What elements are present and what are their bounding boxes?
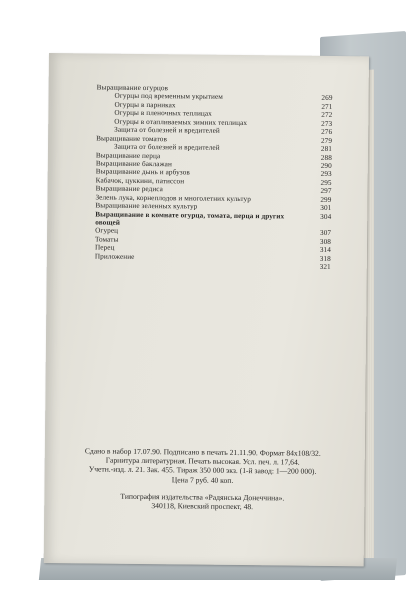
toc-entry-title: Выращивание редиса [95, 184, 164, 194]
toc-entry-title: Выращивание в комнате огурца, томата, перца и других [95, 210, 285, 221]
toc-entry-title: Выращивание томатов [96, 134, 168, 143]
toc-entry-page: 293 [320, 170, 332, 179]
toc-entry-title: Защита от болезней и вредителей [114, 125, 220, 135]
toc-entry-page: 321 [319, 263, 331, 272]
toc-entry-page: 314 [319, 246, 331, 255]
toc-entry-page: 271 [321, 102, 333, 111]
toc-entry-title: Выращивание баклажан [95, 159, 172, 169]
toc-entry-title: овощей [95, 218, 121, 227]
imprint-line-printer: Типография издательства «Радянська Донеччина». [120, 491, 285, 503]
toc-entry-page: 272 [321, 111, 333, 120]
toc-entry-page: 281 [320, 144, 333, 154]
toc-entry-page: 276 [321, 128, 333, 137]
toc-entry-page: 269 [321, 94, 333, 103]
imprint-line-typeface: Гарнитура литературная. Печать высокая. Усл. печ. л. 17,64. [105, 455, 300, 467]
toc-entry-page: 318 [319, 254, 331, 263]
toc-entry-title: Защита от болезней и вредителей [113, 142, 220, 152]
toc-entry-title: Перец [94, 243, 115, 253]
toc-entry-page: 301 [320, 203, 332, 213]
toc-entry-title: Огурцы под временным укрытием [114, 92, 223, 102]
imprint-line-print-run: Учетн.-изд. л. 21. Зак. 455. Тираж 350 000 экз. (1-й завод: 1—200 000). [88, 464, 317, 477]
table-of-contents [95, 84, 333, 272]
imprint-line-address: 340118, Киевский проспект, 48. [151, 501, 254, 512]
imprint-line-dates: Сдано в набор 17.07.90. Подписано в печать 21.11.90. Формат 84х108/32. [84, 446, 321, 458]
toc-entry-page: 297 [320, 187, 332, 196]
toc-entry-page: 299 [320, 195, 332, 204]
toc-entry-page: 308 [319, 237, 332, 246]
toc-row [95, 261, 331, 272]
toc-entry-page: 295 [320, 178, 332, 187]
toc-entry-title: Выращивание огурцов [96, 83, 169, 93]
toc-entry-page: 307 [319, 229, 332, 238]
toc-entry-title: Огурцы в пленочных теплицах [114, 109, 212, 119]
toc-entry-title: Огурец [95, 226, 119, 236]
toc-entry-title: Огурцы в отапливаемых зимних теплицах [114, 117, 248, 127]
toc-entry-title: Выращивание перца [95, 150, 161, 160]
toc-entry-title: Зелень лука, корнеплодов и многолетних культур [95, 193, 251, 203]
imprint-line-price: Цена 7 руб. 40 коп. [171, 474, 234, 485]
toc-entry-page: 304 [320, 212, 332, 221]
toc-entry-page: 279 [320, 136, 333, 145]
toc-entry-title: Огурцы в парниках [114, 100, 176, 110]
book-page [44, 53, 369, 566]
imprint-block [62, 446, 343, 512]
toc-entry-page: 290 [320, 161, 332, 170]
toc-entry-title: Приложение [94, 252, 135, 261]
toc-entry-title: Выращивание зеленных культур [95, 201, 198, 211]
toc-entry-title: Кабачок, цуккини, патиссон [95, 176, 185, 186]
toc-entry-title: Томаты [95, 235, 119, 244]
toc-entry-page: 288 [320, 153, 332, 162]
toc-entry-page: 273 [321, 119, 333, 128]
toc-entry-title: Выращивание дынь и арбузов [95, 167, 190, 177]
